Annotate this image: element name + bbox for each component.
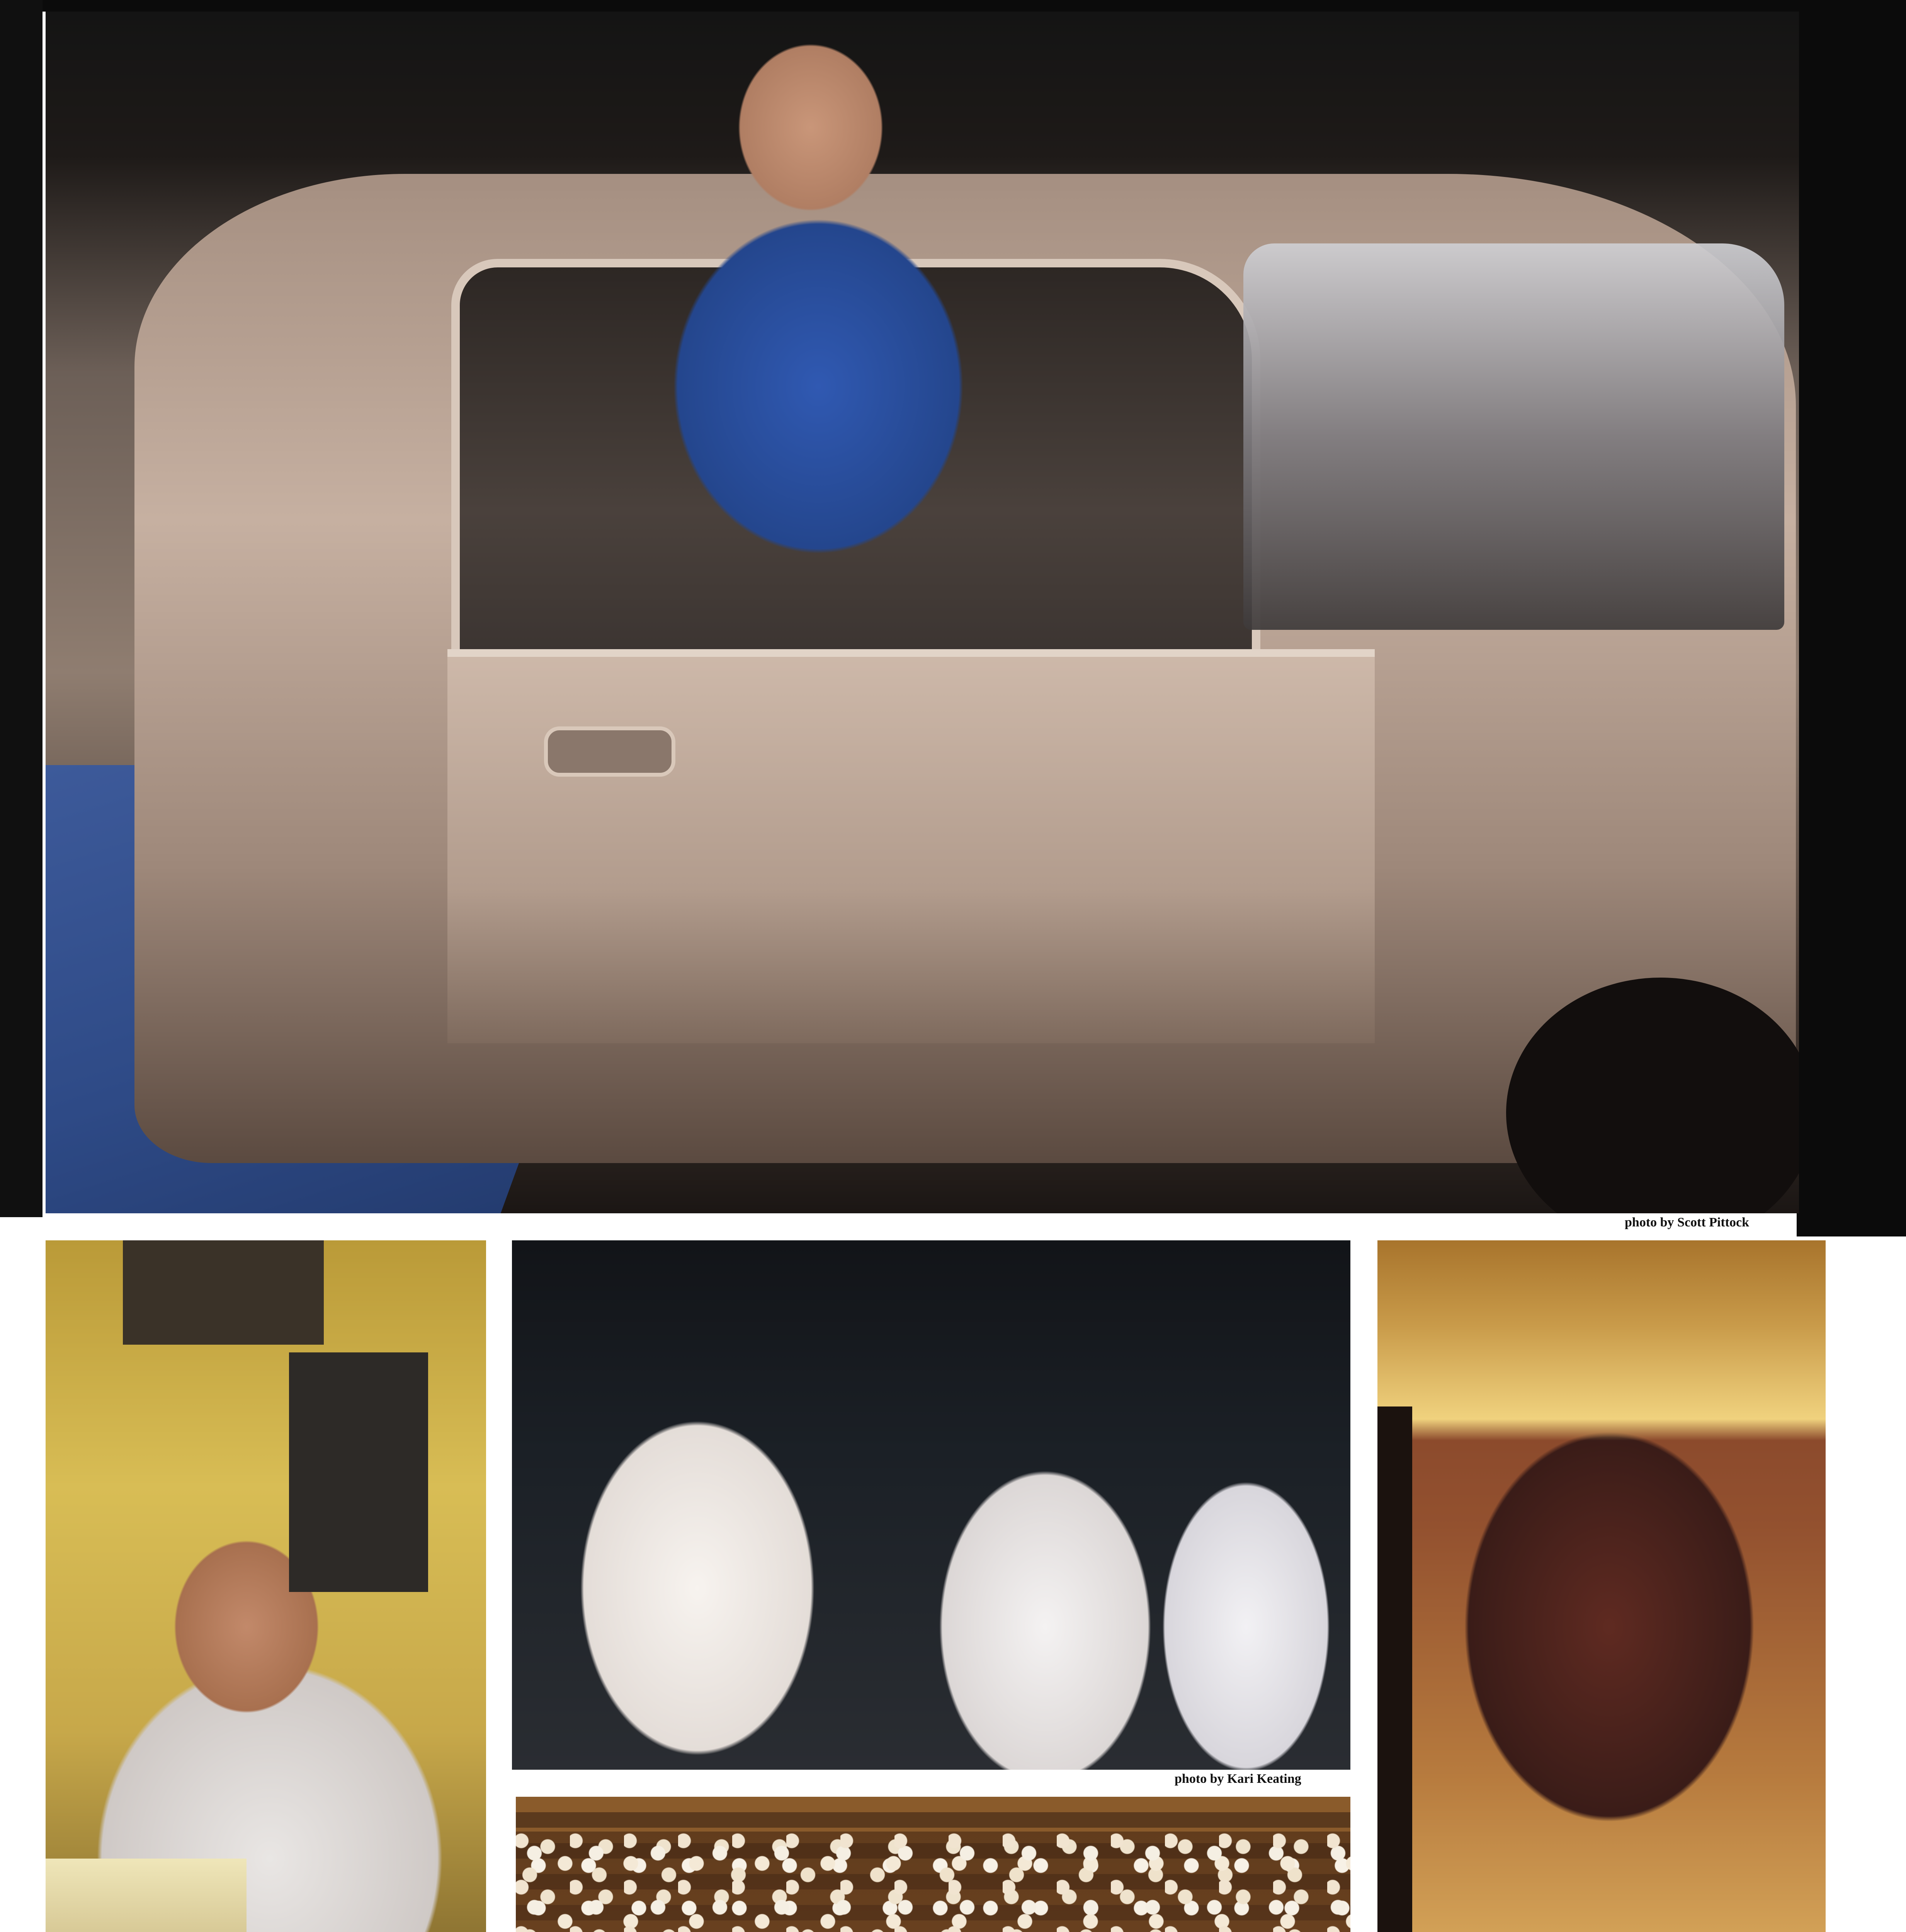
scan-border-right: [1797, 0, 1906, 1236]
teacher-photo-poster: [123, 1240, 324, 1345]
hero-photo-credit: photo by Scott Pittock: [1625, 1215, 1750, 1230]
autograph-photo: [512, 1240, 1350, 1770]
rally-photo-crowd: [516, 1832, 1350, 1932]
autograph-photo-credit: photo by Kari Keating: [1175, 1772, 1301, 1786]
hero-photo-student: [656, 19, 1004, 599]
hero-photo-car-door: [447, 649, 1375, 1043]
hallway-photo: [1377, 1240, 1826, 1932]
scan-border-left: [0, 0, 43, 1217]
rally-photo: [516, 1797, 1350, 1932]
hero-photo-door-handle: [544, 726, 675, 777]
hero-photo-windshield: [1243, 243, 1784, 630]
scan-border-top: [0, 0, 1906, 12]
hallway-photo-wall: [1377, 1406, 1412, 1932]
teacher-photo-desk: [46, 1859, 247, 1932]
hero-photo-car: [46, 12, 1799, 1213]
teacher-photo-portrait: [289, 1352, 428, 1592]
teacher-photo: [46, 1240, 486, 1932]
